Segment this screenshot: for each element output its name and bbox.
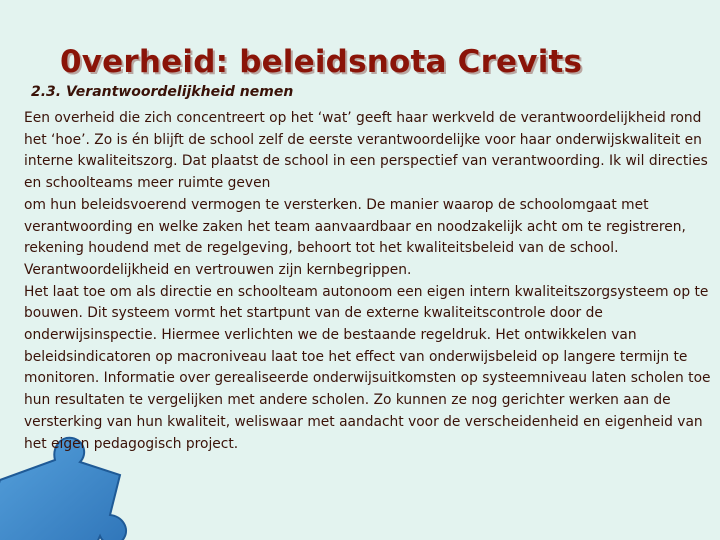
paragraph-2: om hun beleidsvoerend vermogen te versterken. De manier waarop de schoolomgaat met verantwoording en welke zaken het team aanvaardbaar en noodzakelijk acht om te registreren, rekening houdend met de regelgeving, behoort tot het kwaliteitsbeleid van de school. Verantwoordelijkheid en vertrouwen zijn kernbegrippen. <box>24 196 686 278</box>
paragraph-3: Het laat toe om als directie en schoolteam autonoom een eigen intern kwaliteitszorgsysteem op te bouwen. Dit systeem vormt het startpunt van de externe kwaliteitscontrole door de onderwijsinspectie. Hiermee verlichten we de bestaande regeldruk. Het ontwikkelen van beleidsindicatoren op macroniveau laat toe het effect van onderwijsbeleid op langere termijn te monitoren. Informatie over gerealiseerde onderwijsuitkomsten op systeemniveau laten scholen toe hun resultaten te vergelijken met andere scholen. Zo kunnen ze nog gerichter werken aan de versterking van hun kwaliteit, weliswaar met aandacht voor de verscheidenheid en eigenheid van het eigen pedagogisch project. <box>24 283 711 452</box>
paragraph-1: Een overheid die zich concentreert op het ‘wat’ geeft haar werkveld de verantwoordelijkheid rond het ‘hoe’. Zo is én blijft de school zelf de eerste verantwoordelijke voor haar onderwijskwaliteit en interne kwaliteitszorg. Dat plaatst de school in een perspectief van verantwoording. Ik wil directies en schoolteams meer ruimte geven <box>24 110 708 192</box>
body-text <box>24 108 712 455</box>
slide-title: 0verheid: beleidsnota Crevits <box>60 44 583 80</box>
slide-subtitle: 2.3. Verantwoordelijkheid nemen <box>31 84 294 100</box>
